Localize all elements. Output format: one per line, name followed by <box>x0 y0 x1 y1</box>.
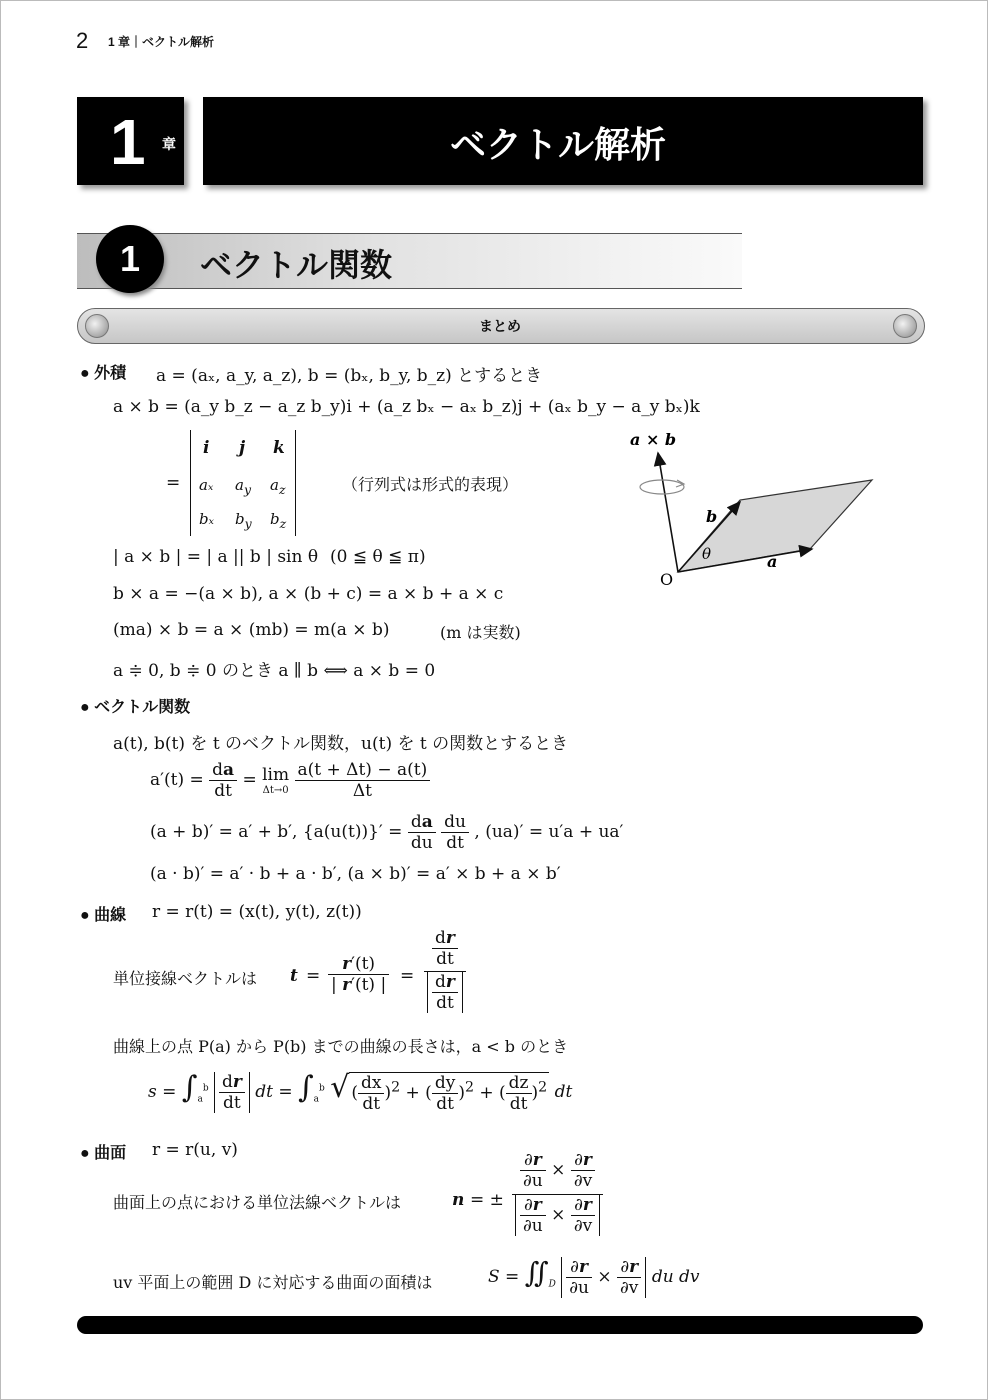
da-dt-fraction: $\frac{da}{dt}$ <box>209 760 237 801</box>
det-by: $b_y$ <box>235 510 252 531</box>
derivative-definition: a′(t) = $\frac{da}{dt}$ = lim Δt→0 $\frac{a(t + \Delta t) - a(t)}{\Delta t}$ <box>150 760 430 801</box>
arc-length-formula: $s = \int_a^b$ $\frac{dr}{dt}$ dt = $\int_a^b$ √( $\frac{dx}{dt}$ )$^2$ + ( $\frac{dy}{dt}$ )$^2$ + ( $\frac{dz}{dt}$ )$^2$ dt <box>148 1070 573 1114</box>
det-i: i <box>203 438 210 458</box>
determinant-note: （行列式は形式的表現） <box>342 475 519 494</box>
magnitude-formula: | a × b | = | a || b | sin θ <box>113 547 319 567</box>
label-b: b <box>706 507 718 526</box>
cross-product-formula: a × b = (a_y b_z − a_z b_y)i + (a_z bₓ − aₓ b_z)j + (aₓ b_y − a_y bₓ)k <box>113 397 700 417</box>
rule1b-text: , (ua)′ = u′a + ua′ <box>474 822 624 842</box>
section-bar <box>77 233 742 289</box>
label-a: a <box>767 552 778 571</box>
determinant-equals: = <box>166 473 181 493</box>
curve-definition: r = r(t) = (x(t), y(t), z(t)) <box>152 902 362 922</box>
limit: lim Δt→0 <box>262 765 290 796</box>
da-du-fraction: $\frac{da}{du}$ <box>408 812 436 853</box>
running-title: 1 章｜ベクトル解析 <box>108 35 215 49</box>
vecfunc-heading: ベクトル関数 <box>94 699 191 716</box>
parallel-condition: a ≑ 0, b ≑ 0 のとき a ∥ b ⟺ a × b = 0 <box>113 661 436 681</box>
area-text: uv 平面上の範囲 D に対応する曲面の面積は <box>113 1273 433 1292</box>
chapter-kanji: 章 <box>162 136 176 152</box>
bottom-bar <box>77 1316 923 1334</box>
difference-quotient: $\frac{a(t + \Delta t) - a(t)}{\Delta t}$ <box>295 760 431 801</box>
surface-area-formula: $S = ∬_D$ $\frac{\partial r}{\partial u}$ × $\frac{\partial r}{\partial v}$ du dv <box>488 1256 700 1298</box>
normal-fraction: $\frac{\partial r}{\partial u}$ × $\frac{\partial r}{\partial v}$ $\frac{\partial r}{\partial u}$ × $\frac{\partial r}{\partial v}$ <box>512 1150 603 1236</box>
scalar-note: (m は実数) <box>440 623 521 642</box>
length-text: 曲線上の点 P(a) から P(b) までの曲線の長さは，a < b のとき <box>113 1037 569 1056</box>
label-origin: O <box>660 570 674 589</box>
normal-text: 曲面上の点における単位法線ベクトルは <box>113 1193 402 1212</box>
bullet: ● <box>80 365 95 382</box>
derivative-lhs: a′(t) = <box>150 770 204 790</box>
bullet: ● <box>80 907 95 924</box>
page-number: 2 <box>76 28 89 53</box>
tangent-text: 単位接線ベクトルは <box>113 969 258 988</box>
summary-label: まとめ <box>479 318 521 334</box>
det-bx: bₓ <box>199 510 214 528</box>
det-k: k <box>273 438 285 458</box>
det-az: $a_z$ <box>270 476 286 497</box>
determinant <box>190 430 296 536</box>
curve-heading-row <box>80 902 126 925</box>
bullet: ● <box>80 1145 95 1162</box>
bullet: ● <box>80 699 95 716</box>
section-number: 1 <box>119 238 141 279</box>
derivative-rules-1 <box>150 812 623 853</box>
label-theta: θ <box>702 545 712 563</box>
anticommutative-formula: b × a = −(a × b), a × (b + c) = a × b + a × c <box>113 584 504 604</box>
scalar-formula: (ma) × b = a × (mb) = m(a × b) <box>113 620 390 640</box>
outer-heading: 外積 <box>94 365 127 382</box>
chapter-title: ベクトル解析 <box>449 124 666 165</box>
rule1-text: (a + b)′ = a′ + b′, {a(u(t))}′ = <box>150 822 403 842</box>
cross-vector-arrow <box>658 453 678 572</box>
surface-heading: 曲面 <box>94 1145 127 1162</box>
magnitude-range: (0 ≦ θ ≦ π) <box>330 547 426 567</box>
tangent-fraction: $\frac{r'(t)}{| r'(t) |}$ <box>328 954 389 995</box>
curve-heading: 曲線 <box>94 907 127 924</box>
surface-definition: r = r(u, v) <box>152 1140 238 1160</box>
chapter-number: 1 <box>110 106 146 178</box>
cross-product-diagram <box>620 425 890 595</box>
label-a-cross-b: a × b <box>630 430 677 449</box>
dr-dt-over-abs: $\frac{dr}{dt}$ $\frac{dr}{dt}$ <box>424 928 466 1013</box>
det-ay: $a_y$ <box>235 476 252 497</box>
du-dt-fraction: $\frac{du}{dt}$ <box>441 812 469 853</box>
det-bz: $b_z$ <box>270 510 287 531</box>
outer-heading-row <box>80 360 126 383</box>
vecfunc-heading-row <box>80 694 190 717</box>
vecfunc-intro: a(t), b(t) を t のベクトル関数，u(t) を t の関数とするとき <box>113 734 569 754</box>
section-title: ベクトル関数 <box>200 247 393 283</box>
outer-definition: a = (aₓ, a_y, a_z), b = (bₓ, b_y, b_z) とするとき <box>156 366 543 386</box>
det-j: j <box>239 438 246 458</box>
det-ax: aₓ <box>199 476 214 494</box>
derivative-rules-2: (a · b)′ = a′ · b + a · b′, (a × b)′ = a′ × b + a × b′ <box>150 864 561 884</box>
surface-heading-row <box>80 1140 126 1163</box>
